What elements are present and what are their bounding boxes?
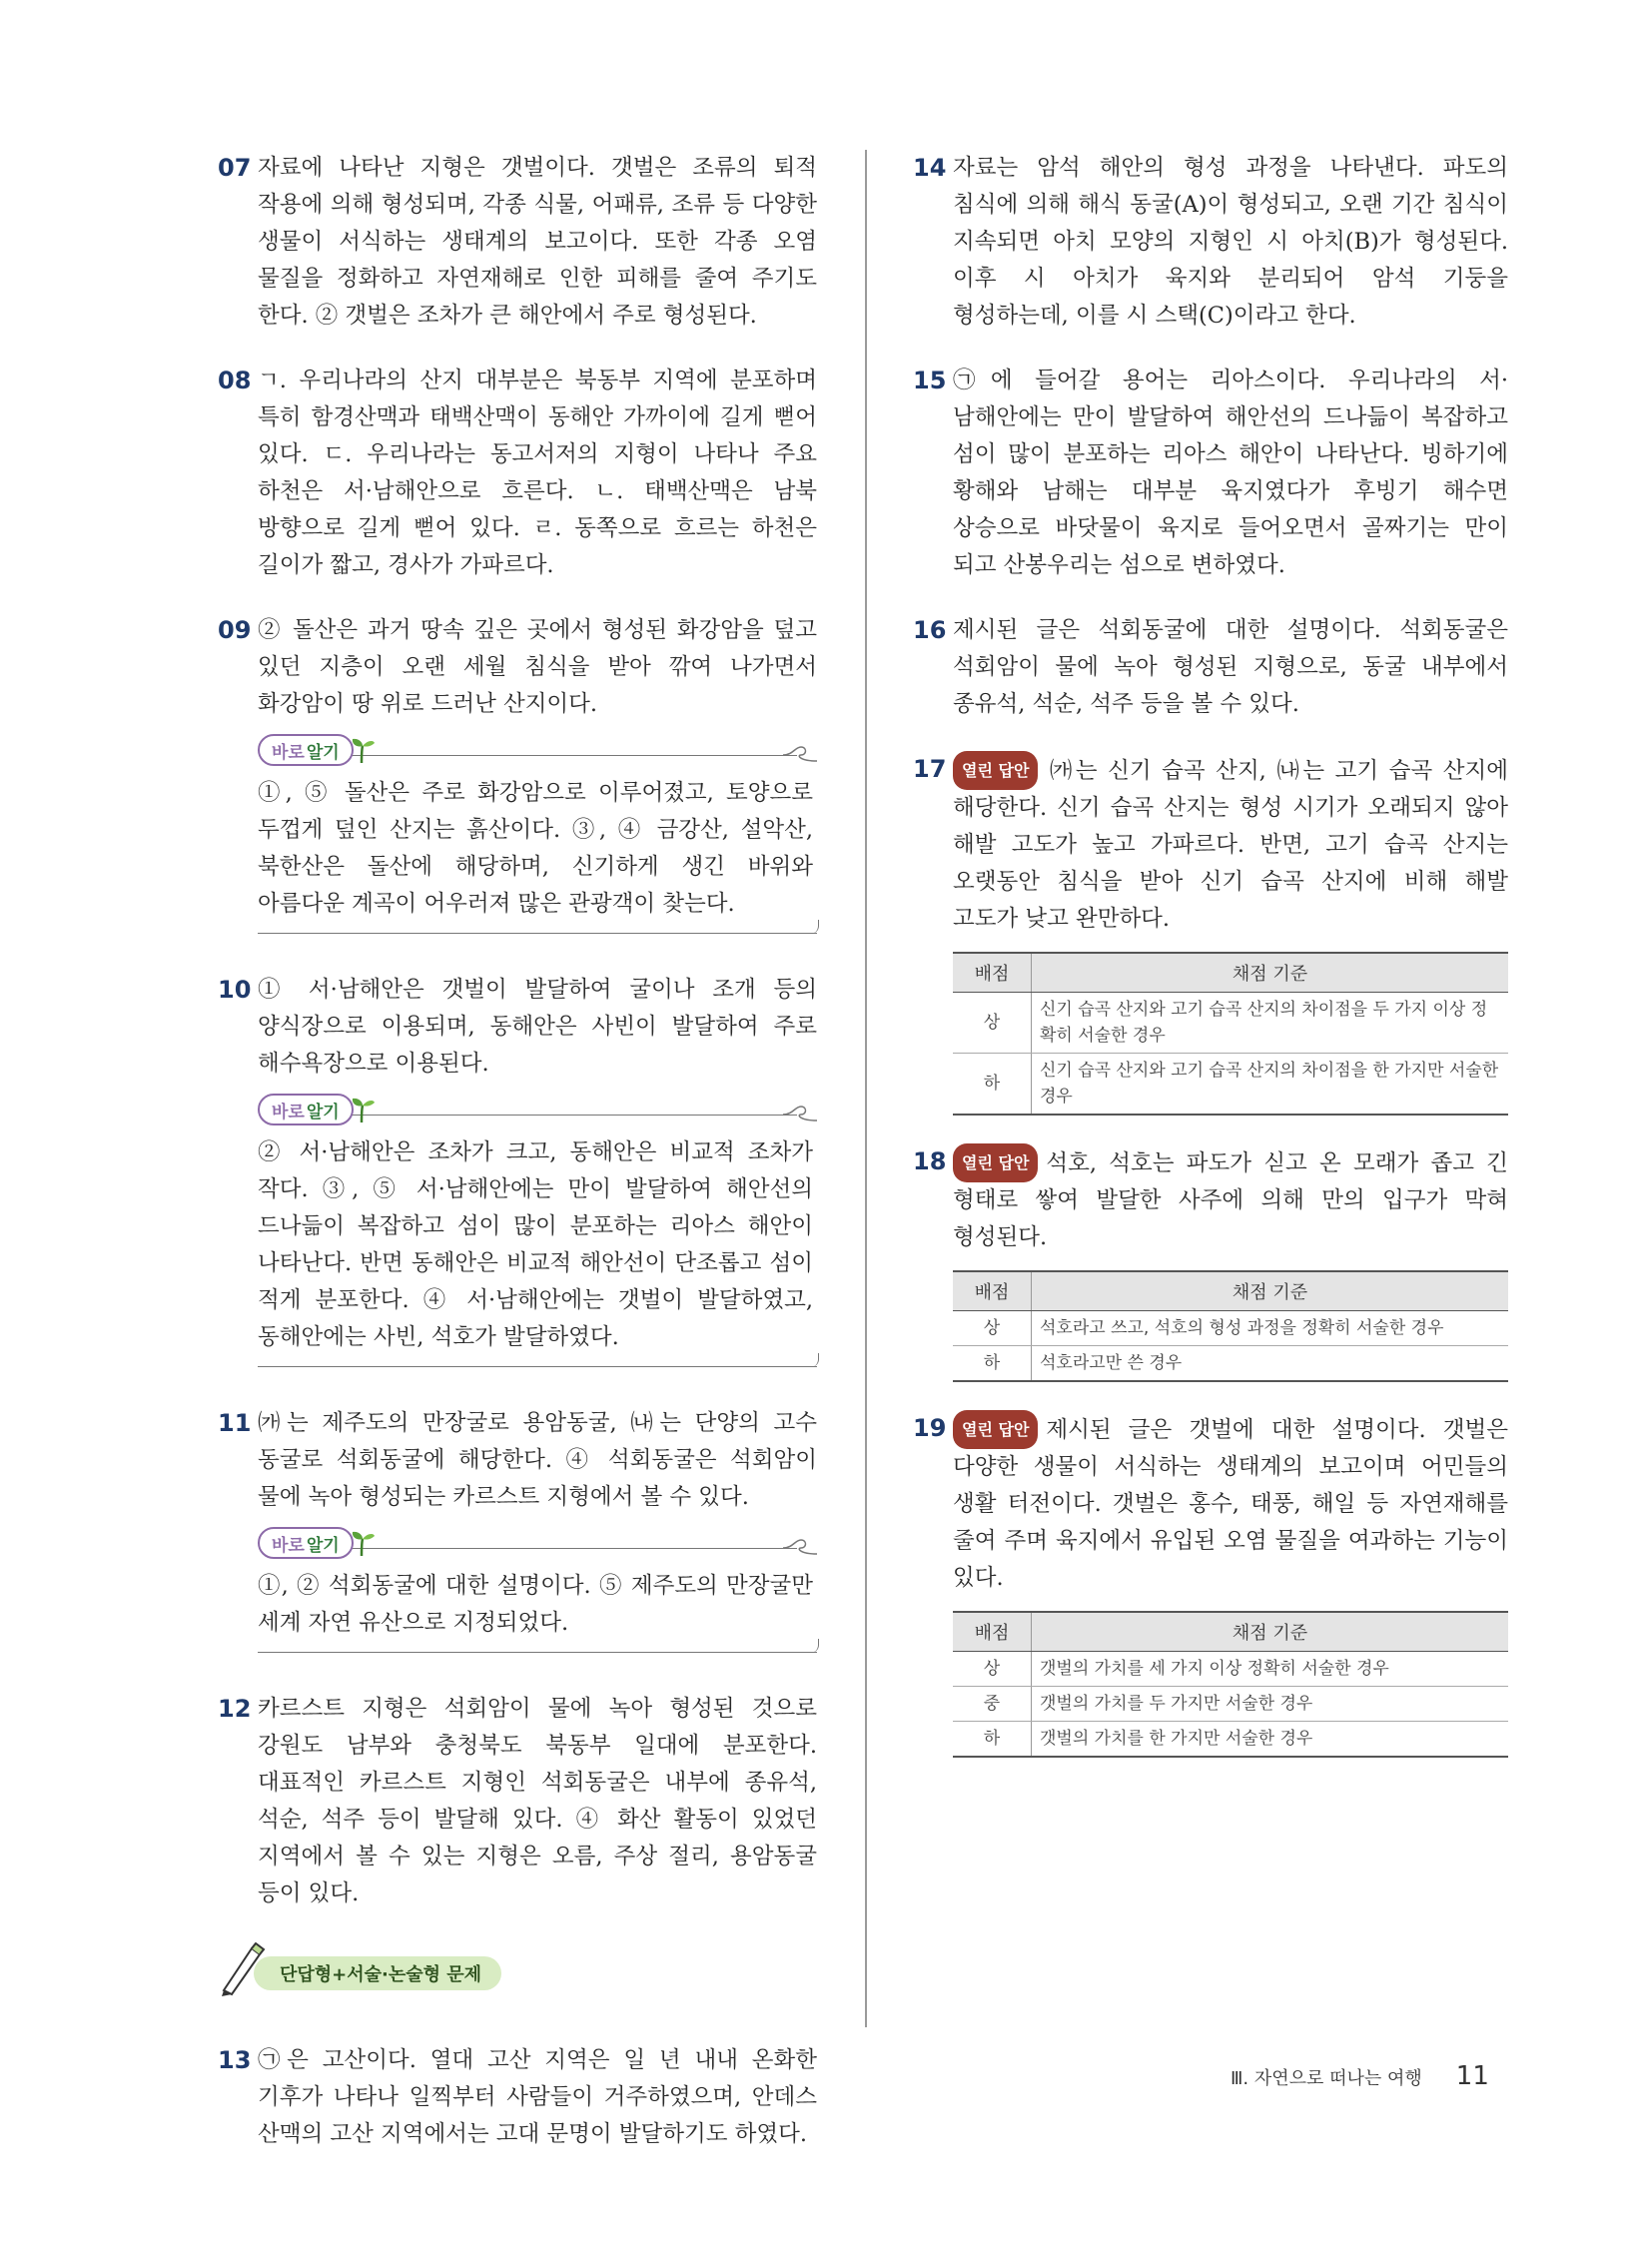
tip-label: 바로 알기 (258, 1527, 354, 1559)
answer-text: ㉠에 들어갈 용어는 리아스이다. 우리나라의 서·남해안에는 만이 발달하여 해안선의 드나듦이 복잡하고 섬이 많이 분포하는 리아스 해안이 나타난다. 빙하기에 황해와 남해는 대부분 육지였다가 후빙기 해수면 상승으로 바닷물이 육지로 들어오면서 골짜기는 만이 되고 산봉우리는 섬으로 변하였다. (953, 368, 1508, 578)
question-10 (218, 972, 817, 1377)
question-number: 19 (913, 1414, 947, 1442)
table-row: 상 석호라고 쓰고, 석호의 형성 과정을 정확히 서술한 경우 (953, 1311, 1508, 1346)
answer-text: 제시된 글은 석회동굴에 대한 설명이다. 석회동굴은 석회암이 물에 녹아 형성된 지형으로, 동굴 내부에서 종유석, 석순, 석주 등을 볼 수 있다. (953, 617, 1508, 717)
table-header-score: 배점 (953, 1612, 1032, 1652)
question-number: 18 (913, 1147, 947, 1175)
table-header-score: 배점 (953, 953, 1032, 993)
question-number: 13 (218, 2046, 252, 2074)
question-14 (913, 150, 1508, 335)
tip-text: ② 서·남해안은 조차가 크고, 동해안은 비교적 조차가 작다. ③, ⑤ 서·남해안에는 만이 발달하여 해안선의 드나듦이 복잡하고 섬이 많이 분포하는 리아스 해안이 나타난다. 반면 동해안은 비교적 해안선이 단조롭고 섬이 적게 분포한다. ④ 서·남해안에는 갯벌이 발달하였고, 동해안에는 사빈, 석호가 발달하였다. (258, 1139, 813, 1350)
answer-text: 자료에 나타난 지형은 갯벌이다. 갯벌은 조류의 퇴적 작용에 의해 형성되며, 각종 식물, 어패류, 조류 등 다양한 생물이 서식하는 생태계의 보고이다. 또한 각종 오염 물질을 정화하고 자연재해로 인한 피해를 줄여 주기도 한다. ② 갯벌은 조차가 큰 해안에서 주로 형성된다. (258, 155, 817, 329)
table-header-criteria: 채점 기준 (1032, 1271, 1509, 1311)
column-divider (865, 150, 867, 2027)
scoring-table (953, 1270, 1508, 1382)
scoring-table (953, 952, 1508, 1116)
table-row: 상 갯벌의 가치를 세 가지 이상 정확히 서술한 경우 (953, 1652, 1508, 1687)
section-name: Ⅲ. 자연으로 떠나는 여행 (1231, 2068, 1422, 2089)
tip-text: ①, ② 석회동굴에 대한 설명이다. ⑤ 제주도의 만장굴만 세계 자연 유산으로 지정되었다. (258, 1573, 813, 1636)
answer-text: 제시된 글은 갯벌에 대한 설명이다. 갯벌은 다양한 생물이 서식하는 생태계의 보고이며 어민들의 생활 터전이다. 갯벌은 홍수, 태풍, 해일 등 자연재해를 줄여 주며 육지에서 유입된 오염 물질을 여과하는 기능이 있다. (953, 1417, 1508, 1591)
page-footer (1231, 2061, 1489, 2091)
open-answer-badge: 열린 답안 (953, 1410, 1038, 1449)
table-row: 하 신기 습곡 산지와 고기 습곡 산지의 차이점을 한 가지만 서술한 경우 (953, 1054, 1508, 1116)
answer-text: 카르스트 지형은 석회암이 물에 녹아 형성된 것으로 강원도 남부와 충청북도 북동부 일대에 분포한다. 대표적인 카르스트 지형인 석회동굴은 내부에 종유석, 석순, 석주 등이 발달해 있다. ④ 화산 활동이 있었던 지역에서 볼 수 있는 지형은 오름, 주상 절리, 용암동굴 등이 있다. (258, 1696, 817, 1906)
table-header-score: 배점 (953, 1271, 1032, 1311)
question-08 (218, 363, 817, 584)
tip-label: 바로 알기 (258, 734, 354, 766)
table-header-criteria: 채점 기준 (1032, 953, 1509, 993)
table-row: 상 신기 습곡 산지와 고기 습곡 산지의 차이점을 두 가지 이상 정확히 서술한 경우 (953, 993, 1508, 1054)
question-19 (913, 1410, 1508, 1758)
tip-label: 바로 알기 (258, 1094, 354, 1125)
question-17 (913, 751, 1508, 1116)
answer-text: ② 돌산은 과거 땅속 깊은 곳에서 형성된 화강암을 덮고 있던 지층이 오랜 세월 침식을 받아 깎여 나가면서 화강암이 땅 위로 드러난 산지이다. (258, 617, 817, 717)
right-column (913, 150, 1508, 1786)
answer-text: ㈎는 제주도의 만장굴로 용암동굴, ㈏는 단양의 고수 동굴로 석회동굴에 해당한다. ④ 석회동굴은 석회암이 물에 녹아 형성되는 카르스트 지형에서 볼 수 있다. (258, 1410, 817, 1510)
section-banner (218, 1942, 817, 2002)
answer-text: ㉠은 고산이다. 열대 고산 지역은 일 년 내내 온화한 기후가 나타나 일찍부터 사람들이 거주하였으며, 안데스 산맥의 고산 지역에서는 고대 문명이 발달하기도 하였다. (258, 2047, 817, 2147)
answer-text: 석호, 석호는 파도가 싣고 온 모래가 좁고 긴 형태로 쌓여 발달한 사주에 의해 만의 입구가 막혀 형성된다. (953, 1150, 1508, 1250)
scoring-table (953, 1611, 1508, 1758)
question-number: 16 (913, 616, 947, 644)
page-number: 11 (1455, 2061, 1489, 2091)
tip-box (258, 733, 817, 944)
curl-ornament (783, 745, 817, 765)
table-header-criteria: 채점 기준 (1032, 1612, 1509, 1652)
question-18 (913, 1143, 1508, 1382)
question-16 (913, 612, 1508, 723)
question-number: 17 (913, 755, 947, 783)
question-number: 15 (913, 367, 947, 394)
tip-box (258, 1526, 817, 1663)
answer-text: ㈎는 신기 습곡 산지, ㈏는 고기 습곡 산지에 해당한다. 신기 습곡 산지는 형성 시기가 오래되지 않아 해발 고도가 높고 가파르다. 반면, 고기 습곡 산지는 오랫동안 침식을 받아 신기 습곡 산지에 비해 해발 고도가 낮고 완만하다. (953, 758, 1508, 932)
curl-ornament (783, 1538, 817, 1558)
section-title: 단답형+서술·논술형 문제 (254, 1956, 501, 1990)
open-answer-badge: 열린 답안 (953, 751, 1038, 790)
answer-text: 자료는 암석 해안의 형성 과정을 나타낸다. 파도의 침식에 의해 해식 동굴(A)이 형성되고, 오랜 기간 침식이 지속되면 아치 모양의 지형인 시 아치(B)가 형성된다. 이후 시 아치가 육지와 분리되어 암석 기둥을 형성하는데, 이를 시 스택(C)이라고 한다. (953, 155, 1508, 329)
question-number: 07 (218, 154, 252, 182)
sprout-icon (350, 1096, 376, 1123)
open-answer-badge: 열린 답안 (953, 1143, 1038, 1182)
question-09 (218, 612, 817, 944)
question-number: 09 (218, 616, 252, 644)
table-row: 중 갯벌의 가치를 두 가지만 서술한 경우 (953, 1687, 1508, 1722)
question-number: 10 (218, 976, 252, 1004)
answer-text: ① 서·남해안은 갯벌이 발달하여 굴이나 조개 등의 양식장으로 이용되며, 동해안은 사빈이 발달하여 주로 해수욕장으로 이용된다. (258, 977, 817, 1077)
left-column (218, 150, 817, 2181)
question-number: 12 (218, 1695, 252, 1723)
curl-ornament (783, 1105, 817, 1124)
sprout-icon (350, 1529, 376, 1557)
question-12 (218, 1691, 817, 1912)
answer-text: ㄱ. 우리나라의 산지 대부분은 북동부 지역에 분포하며 특히 함경산맥과 태백산맥이 동해안 가까이에 길게 뻗어 있다. ㄷ. 우리나라는 동고서저의 지형이 나타나 주요 하천은 서·남해안으로 흐른다. ㄴ. 태백산맥은 남북 방향으로 길게 뻗어 있다. ㄹ. 동쪽으로 흐르는 하천은 길이가 짧고, 경사가 가파르다. (258, 368, 817, 578)
table-row: 하 갯벌의 가치를 한 가지만 서술한 경우 (953, 1722, 1508, 1758)
sprout-icon (350, 736, 376, 764)
question-number: 11 (218, 1409, 252, 1437)
question-07 (218, 150, 817, 335)
question-number: 08 (218, 367, 252, 394)
question-15 (913, 363, 1508, 584)
table-row: 하 석호라고만 쓴 경우 (953, 1346, 1508, 1382)
question-13 (218, 2042, 817, 2153)
tip-text: ①, ⑤ 돌산은 주로 화강암으로 이루어졌고, 토양으로 두껍게 덮인 산지는 흙산이다. ③, ④ 금강산, 설악산, 북한산은 돌산에 해당하며, 신기하게 생긴 바위와 아름다운 계곡이 어우러져 많은 관광객이 찾는다. (258, 780, 813, 917)
question-number: 14 (913, 154, 947, 182)
tip-box (258, 1093, 817, 1377)
question-11 (218, 1405, 817, 1663)
